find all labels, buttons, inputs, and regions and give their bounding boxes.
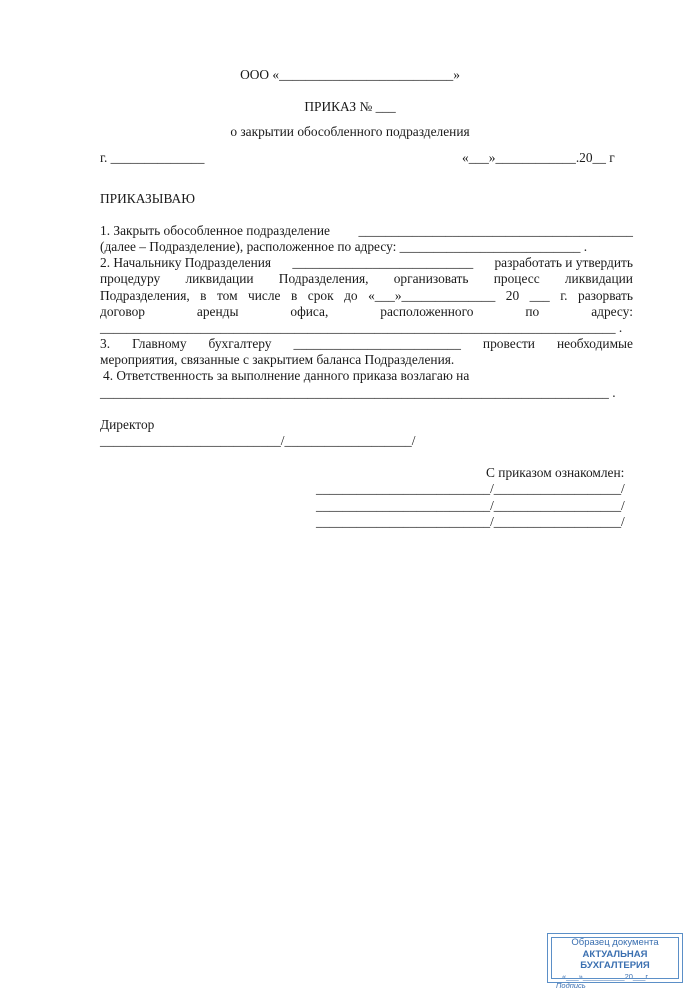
city-field: г. ______________ <box>100 150 205 165</box>
item-1-line-1: 1. Закрыть обособленное подразделение _________________________________________ <box>100 223 633 238</box>
acknowledge-line-1: __________________________/___________________/ <box>316 481 625 496</box>
item-2-line-3: Подразделения, в том числе в срок до «___»______________ 20 ___ г. разорвать <box>100 288 633 303</box>
item-2-line-4: договор аренды офиса, расположенного по адресу: <box>100 304 633 319</box>
order-subject: о закрытии обособленного подразделения <box>230 124 470 139</box>
item-3-line-1: 3. Главному бухгалтеру _________________________ провести необходимые <box>100 336 633 351</box>
stamp-line-2: АКТУАЛЬНАЯ БУХГАЛТЕРИЯ <box>580 949 650 971</box>
item-4-line-1: 4. Ответственность за выполнение данного приказа возлагаю на <box>103 368 470 383</box>
item-1-line-2: (далее – Подразделение), расположенное по адресу: ___________________________ . <box>100 239 588 254</box>
date-field: «___»____________.20__ г <box>462 150 615 165</box>
order-title: ПРИКАЗ № ___ <box>304 99 396 114</box>
order-word: ПРИКАЗЫВАЮ <box>100 191 195 206</box>
item-2-line-1: 2. Начальнику Подразделения ___________________________ разработать и утвердить <box>100 255 633 270</box>
item-2-line-2: процедуру ликвидации Подразделения, организовать процесс ликвидации <box>100 271 633 286</box>
acknowledge-title: С приказом ознакомлен: <box>486 465 625 480</box>
stamp-line-3: «___»__________20___г. <box>562 972 650 981</box>
acknowledge-line-3: __________________________/___________________/ <box>316 514 625 529</box>
stamp-line-4: Подпись <box>556 981 586 990</box>
director-title: Директор <box>100 417 155 432</box>
organization-name: ООО «__________________________» <box>240 67 460 82</box>
stamp-line-1: Образец документа <box>571 937 659 948</box>
acknowledge-line-2: __________________________/___________________/ <box>316 498 625 513</box>
item-3-line-2: мероприятия, связанные с закрытием баланса Подразделения. <box>100 352 455 367</box>
sample-stamp <box>547 933 683 990</box>
director-signature-line: ___________________________/___________________/ <box>100 433 416 448</box>
item-4-line-2: ____________________________________________________________________________ . <box>100 385 616 400</box>
item-2-line-5: _____________________________________________________________________________ . <box>100 320 623 335</box>
